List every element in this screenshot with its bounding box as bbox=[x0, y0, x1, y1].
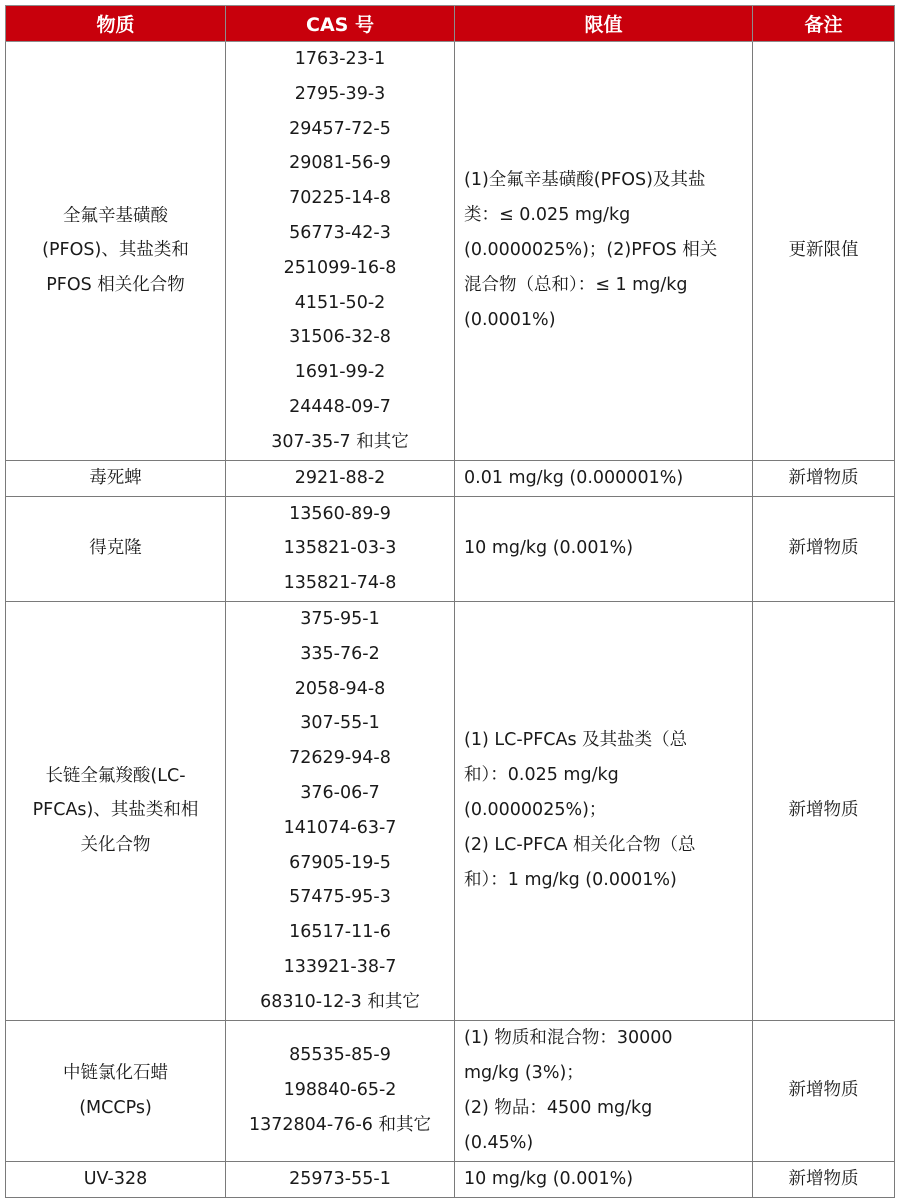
limit-line: (2) LC-PFCA 相关化合物（总 bbox=[464, 835, 696, 856]
cas-line: 376-06-7 bbox=[300, 782, 380, 803]
cas-line: 375-95-1 bbox=[300, 608, 380, 629]
substance-line: 关化合物 bbox=[80, 835, 151, 856]
cas-line: 24448-09-7 bbox=[289, 396, 391, 417]
table-row bbox=[6, 42, 895, 461]
cas-line: 135821-03-3 bbox=[283, 538, 397, 559]
cas-line: 72629-94-8 bbox=[289, 748, 391, 769]
note-cell: 新增物质 bbox=[753, 1161, 895, 1197]
cas-cell bbox=[226, 601, 455, 1020]
cas-line: 2795-39-3 bbox=[294, 83, 386, 104]
cas-line: 2058-94-8 bbox=[294, 678, 386, 699]
cas-line: 56773-42-3 bbox=[289, 222, 391, 243]
header-substance: 物质 bbox=[6, 6, 226, 42]
substance-line: PFOS 相关化合物 bbox=[46, 275, 185, 296]
limit-line: mg/kg (3%)； bbox=[464, 1062, 584, 1083]
limit-line: (1) 物质和混合物：30000 bbox=[464, 1027, 673, 1048]
limit-line: 10 mg/kg (0.001%) bbox=[464, 538, 634, 559]
table-row bbox=[6, 496, 895, 601]
limit-cell bbox=[455, 460, 753, 496]
cas-cell bbox=[226, 1020, 455, 1161]
substance-cell bbox=[6, 1161, 226, 1197]
substance-limits-table bbox=[5, 5, 895, 1198]
limit-line: 0.01 mg/kg (0.000001%) bbox=[464, 467, 684, 488]
limit-cell bbox=[455, 1161, 753, 1197]
table-row bbox=[6, 1161, 895, 1197]
limit-line: (0.45%) bbox=[464, 1132, 534, 1153]
cas-line: 70225-14-8 bbox=[289, 188, 391, 209]
substance-cell bbox=[6, 1020, 226, 1161]
substance-line: 长链全氟羧酸(LC- bbox=[45, 765, 186, 786]
header-cas: CAS 号 bbox=[226, 6, 455, 42]
substance-line: 中链氯化石蜡 bbox=[63, 1062, 168, 1083]
substance-line: UV-328 bbox=[83, 1168, 148, 1189]
table-body bbox=[6, 42, 895, 1198]
limit-line: 类：≤ 0.025 mg/kg bbox=[464, 205, 631, 226]
note-cell: 新增物质 bbox=[753, 601, 895, 1020]
cas-line: 2921-88-2 bbox=[294, 467, 386, 488]
limit-cell bbox=[455, 496, 753, 601]
limit-line: 和）：0.025 mg/kg bbox=[464, 765, 619, 786]
note-cell: 新增物质 bbox=[753, 1020, 895, 1161]
header-note: 备注 bbox=[753, 6, 895, 42]
limit-line: 混合物（总和）：≤ 1 mg/kg bbox=[464, 275, 688, 296]
substance-line: PFCAs)、其盐类和相 bbox=[32, 800, 199, 821]
cas-line: 1691-99-2 bbox=[294, 362, 386, 383]
cas-line: 141074-63-7 bbox=[283, 817, 397, 838]
substance-line: 得克隆 bbox=[89, 538, 142, 559]
substance-line: (PFOS)、其盐类和 bbox=[42, 240, 189, 261]
regulation-table-container bbox=[5, 5, 894, 1198]
limit-line: (0.0001%) bbox=[464, 310, 556, 331]
cas-line: 135821-74-8 bbox=[283, 573, 397, 594]
cas-line: 67905-19-5 bbox=[289, 852, 391, 873]
cas-line: 57475-95-3 bbox=[289, 887, 391, 908]
cas-line: 133921-38-7 bbox=[283, 956, 397, 977]
limit-cell bbox=[455, 1020, 753, 1161]
cas-line: 307-55-1 bbox=[300, 713, 380, 734]
cas-cell bbox=[226, 1161, 455, 1197]
substance-line: 毒死蜱 bbox=[89, 467, 142, 488]
table-row bbox=[6, 460, 895, 496]
cas-line: 31506-32-8 bbox=[289, 327, 391, 348]
note-cell: 新增物质 bbox=[753, 496, 895, 601]
substance-cell bbox=[6, 601, 226, 1020]
table-row bbox=[6, 601, 895, 1020]
substance-line: 全氟辛基磺酸 bbox=[63, 205, 168, 226]
cas-line: 85535-85-9 bbox=[289, 1045, 391, 1066]
cas-line: 4151-50-2 bbox=[294, 292, 386, 313]
limit-cell bbox=[455, 42, 753, 461]
limit-line: (1)全氟辛基磺酸(PFOS)及其盐 bbox=[464, 170, 706, 191]
substance-cell bbox=[6, 496, 226, 601]
cas-line: 335-76-2 bbox=[300, 643, 380, 664]
cas-line: 16517-11-6 bbox=[289, 922, 391, 943]
limit-line: 和）：1 mg/kg (0.0001%) bbox=[464, 870, 677, 891]
cas-line: 13560-89-9 bbox=[289, 503, 391, 524]
cas-line: 198840-65-2 bbox=[283, 1080, 397, 1101]
limit-cell bbox=[455, 601, 753, 1020]
header-limit: 限值 bbox=[455, 6, 753, 42]
cas-line: 29081-56-9 bbox=[289, 153, 391, 174]
substance-cell bbox=[6, 460, 226, 496]
limit-line: (0.0000025%)；(2)PFOS 相关 bbox=[464, 240, 718, 261]
limit-line: 10 mg/kg (0.001%) bbox=[464, 1168, 634, 1189]
limit-line: (0.0000025%)； bbox=[464, 800, 607, 821]
cas-cell bbox=[226, 42, 455, 461]
cas-line: 68310-12-3 和其它 bbox=[260, 991, 420, 1012]
table-header-row bbox=[6, 6, 895, 42]
table-row bbox=[6, 1020, 895, 1161]
cas-line: 25973-55-1 bbox=[289, 1168, 391, 1189]
cas-line: 1763-23-1 bbox=[294, 49, 386, 69]
note-cell: 新增物质 bbox=[753, 460, 895, 496]
limit-line: (2) 物品：4500 mg/kg bbox=[464, 1097, 653, 1118]
cas-line: 29457-72-5 bbox=[289, 118, 391, 139]
cas-line: 1372804-76-6 和其它 bbox=[248, 1114, 432, 1135]
note-cell: 更新限值 bbox=[753, 42, 895, 461]
substance-line: (MCCPs) bbox=[79, 1097, 152, 1118]
substance-cell bbox=[6, 42, 226, 461]
cas-cell bbox=[226, 460, 455, 496]
limit-line: (1) LC-PFCAs 及其盐类（总 bbox=[464, 730, 688, 751]
cas-line: 307-35-7 和其它 bbox=[271, 431, 409, 452]
cas-cell bbox=[226, 496, 455, 601]
cas-line: 251099-16-8 bbox=[283, 257, 397, 278]
